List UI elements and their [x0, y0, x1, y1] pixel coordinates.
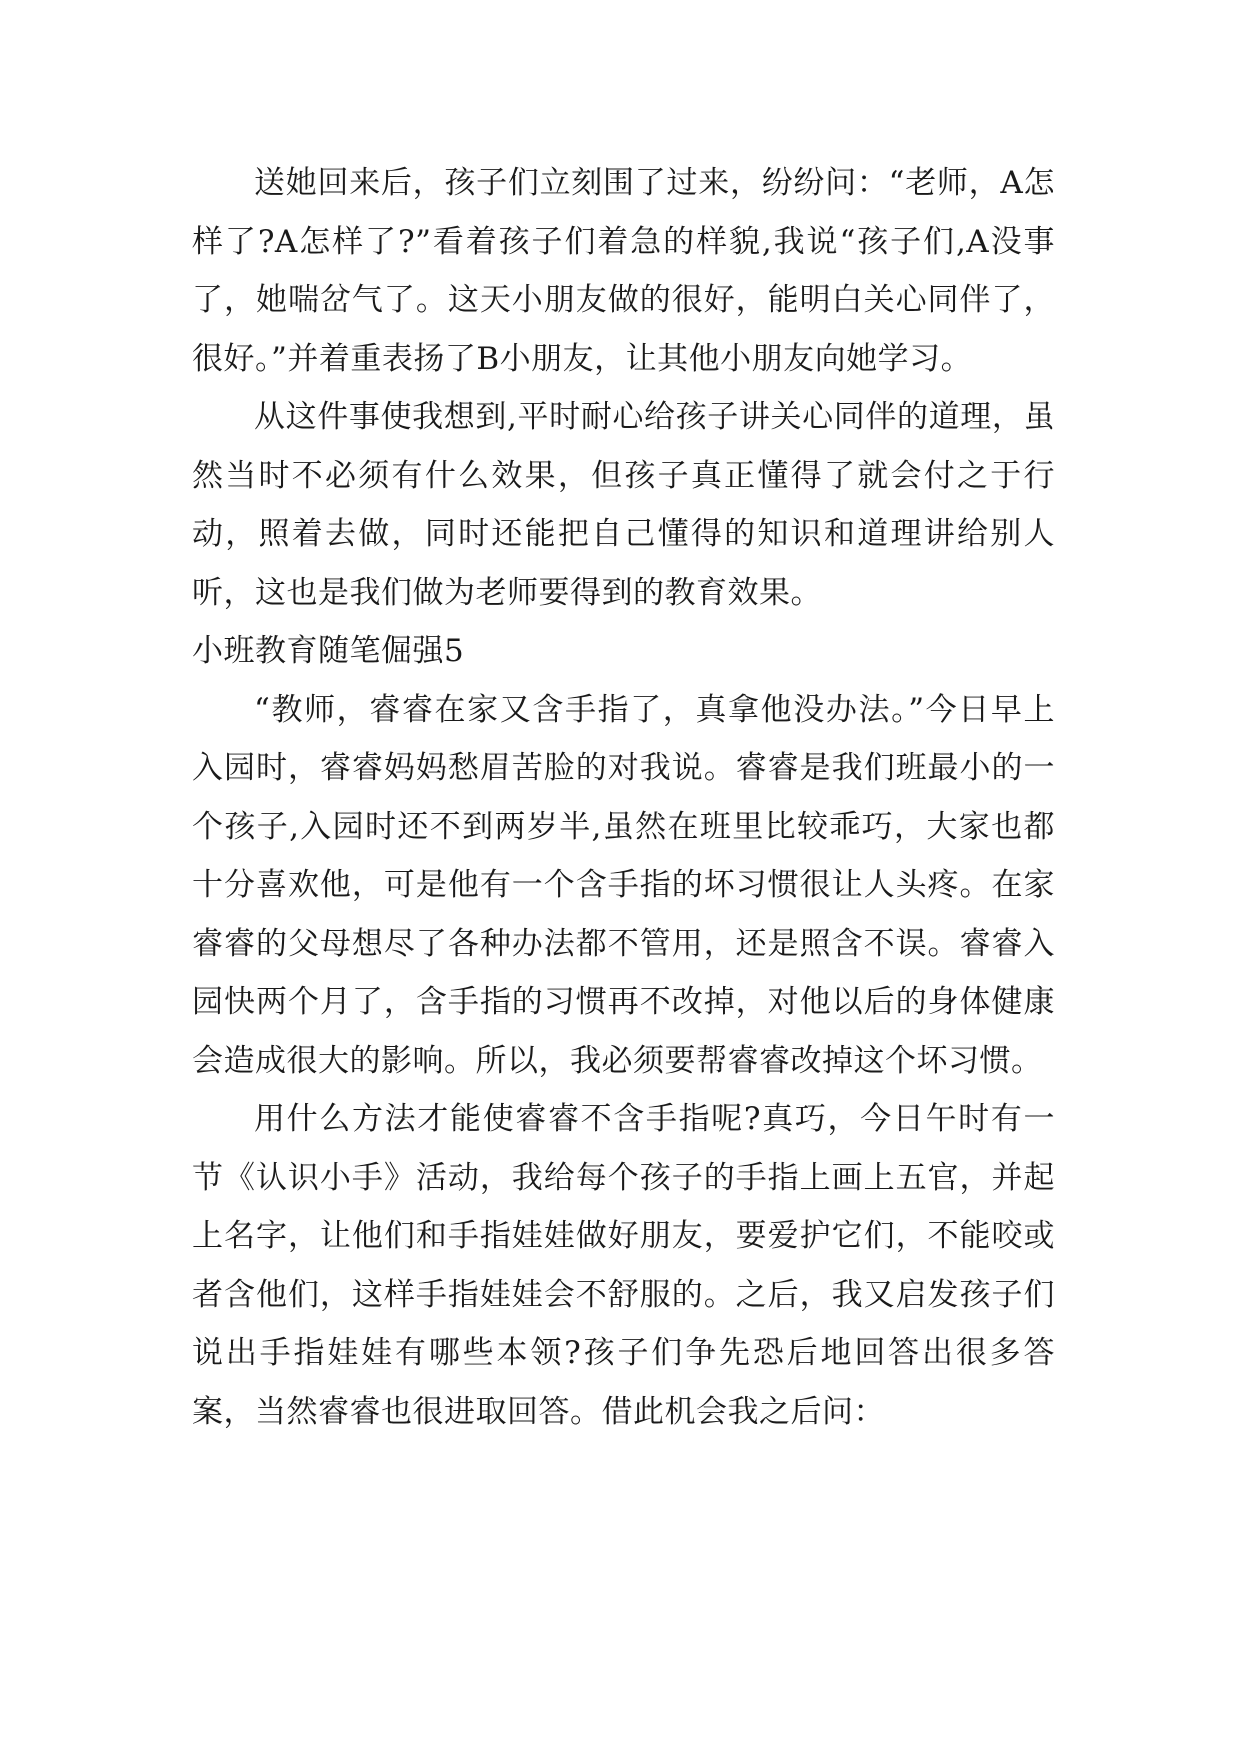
paragraph-3: “教师，睿睿在家又含手指了，真拿他没办法。”今日早上入园时，睿睿妈妈愁眉苦脸的对我说。睿睿是我们班最小的一个孩子,入园时还不到两岁半,虽然在班里比较乖巧，大家也都十分喜欢他，可是他有一个含手指的坏习惯很让人头疼。在家睿睿的父母想尽了各种办法都不管用，还是照含不误。睿睿入园快两个月了，含手指的习惯再不改掉，对他以后的身体健康会造成很大的影响。所以，我必须要帮睿睿改掉这个坏习惯。	[192, 691, 1055, 1079]
section-heading: 小班教育随笔倔强5	[192, 633, 465, 669]
document-body	[192, 154, 1055, 1441]
paragraph-2: 从这件事使我想到,平时耐心给孩子讲关心同伴的道理，虽然当时不必须有什么效果，但孩子真正懂得了就会付之于行动，照着去做，同时还能把自己懂得的知识和道理讲给别人听，这也是我们做为老师要得到的教育效果。	[192, 399, 1055, 611]
paragraph-1: 送她回来后，孩子们立刻围了过来，纷纷问：“老师，A怎样了?A怎样了?”看着孩子们着急的样貌,我说“孩子们,A没事了，她喘岔气了。这天小朋友做的很好，能明白关心同伴了，很好。”并着重表扬了B小朋友，让其他小朋友向她学习。	[192, 165, 1055, 377]
paragraph-4: 用什么方法才能使睿睿不含手指呢?真巧，今日午时有一节《认识小手》活动，我给每个孩子的手指上画上五官，并起上名字，让他们和手指娃娃做好朋友，要爱护它们，不能咬或者含他们，这样手指娃娃会不舒服的。之后，我又启发孩子们说出手指娃娃有哪些本领?孩子们争先恐后地回答出很多答案，当然睿睿也很进取回答。借此机会我之后问：	[192, 1101, 1055, 1430]
